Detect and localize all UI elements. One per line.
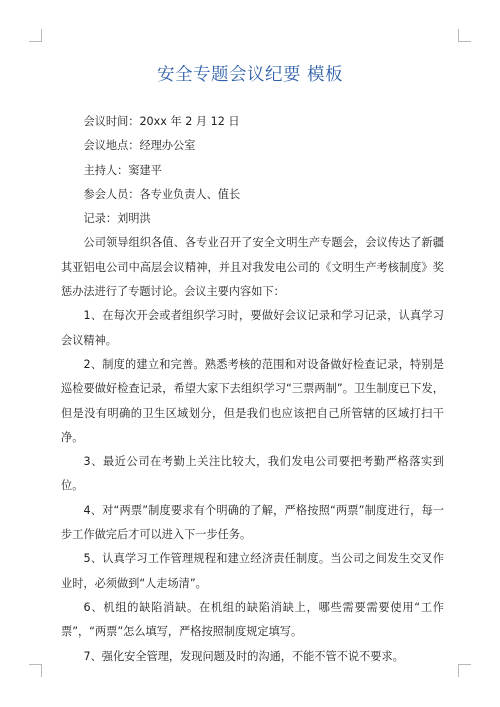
list-item: 3、最近公司在考勤上关注比较大，我们发电公司要把考勤严格落实到位。 xyxy=(61,455,444,493)
intro-paragraph: 公司领导组织各值、各专业召开了安全文明生产专题会，会议传达了新疆其亚铝电公司中高层会议精神，并且对我发电公司的《文明生产考核制度》奖惩办法进行了专题讨论。会议主要内容如下： xyxy=(61,236,444,299)
meeting-recorder: 记录：刘明洪 xyxy=(83,212,151,226)
meeting-time: 会议时间：20xx 年 2 月 12 日 xyxy=(83,115,240,128)
list-item: 5、认真学习工作管理规程和建立经济责任制度。当公司之间发生交叉作业时，必须做到“人走场清”。 xyxy=(61,552,444,590)
list-item: 1、在每次开会或者组织学习时，要做好会议记录和学习记录，认真学习会议精神。 xyxy=(61,309,444,347)
crop-mark-bottom-left xyxy=(29,664,42,677)
meeting-host: 主持人：窦建平 xyxy=(83,163,162,177)
meeting-location: 会议地点：经理办公室 xyxy=(83,139,196,153)
meeting-attendees: 参会人员：各专业负责人、值长 xyxy=(83,187,241,201)
list-item: 6、机组的缺陷消缺。在机组的缺陷消缺上，哪些需要需要使用“工作票”，“两票”怎么填写，严格按照制度规定填写。 xyxy=(61,600,444,639)
crop-mark-top-right xyxy=(458,29,471,42)
list-item: 2、制度的建立和完善。熟悉考核的范围和对设备做好检查记录，特别是巡检要做好检查记录，希望大家下去组织学习“三票两制”。卫生制度已下发，但是没有明确的卫生区域划分，但是我们也应该把自己所管辖的区域打扫干净。 xyxy=(61,357,444,444)
crop-mark-top-left xyxy=(29,29,42,42)
list-item: 4、对“两票”制度要求有个明确的了解，严格按照“两票”制度进行，每一步工作做完后才可以进入下一步任务。 xyxy=(61,503,444,542)
document-title: 安全专题会议纪要 模板 xyxy=(156,65,344,85)
document-body xyxy=(61,110,444,669)
list-item: 7、强化安全管理，发现问题及时的沟通，不能不管不说不要求。 xyxy=(83,649,404,663)
crop-mark-bottom-right xyxy=(458,664,471,677)
